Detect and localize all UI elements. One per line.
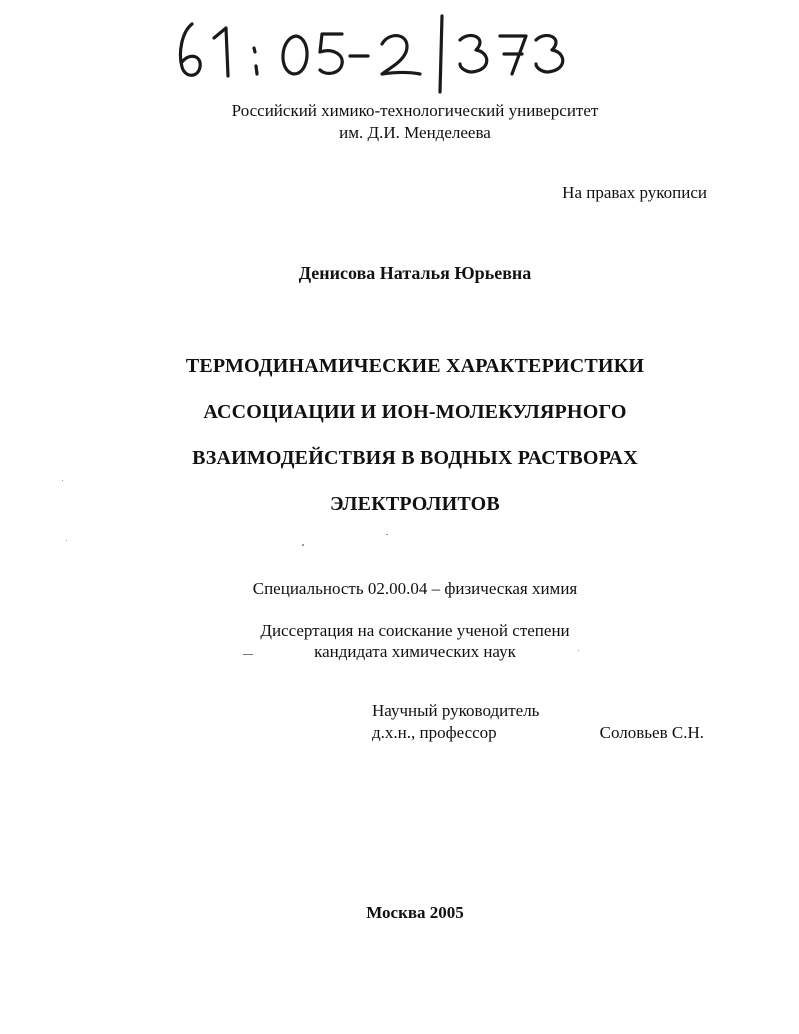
city-year: Москва 2005: [366, 903, 464, 922]
handwritten-archive-number: [170, 12, 590, 102]
supervisor-label: Научный руководитель: [372, 701, 540, 720]
title-line-4: ЭЛЕКТРОЛИТОВ: [330, 493, 500, 515]
manuscript-rights: На правах рукописи: [562, 183, 707, 202]
institution-block: [0, 100, 799, 144]
supervisor-row: [372, 722, 704, 744]
institution-name: Российский химико-технологический университет: [231, 101, 599, 120]
scan-speck: [302, 544, 304, 546]
scan-speck: [66, 540, 67, 541]
title-line-2: АССОЦИАЦИИ И ИОН-МОЛЕКУЛЯРНОГО: [203, 401, 627, 423]
dissertation-title: [0, 350, 799, 534]
degree-line-1: Диссертация на соискание ученой степени: [260, 621, 570, 640]
specialty: Специальность 02.00.04 – физическая химия: [252, 579, 578, 598]
scan-speck: [243, 654, 253, 655]
title-line-3: ВЗАИМОДЕЙСТВИЯ В ВОДНЫХ РАСТВОРАХ: [192, 447, 638, 469]
supervisor-degree: д.х.н., профессор: [372, 723, 497, 742]
degree-line-2: кандидата химических наук: [314, 642, 516, 661]
title-line-1: ТЕРМОДИНАМИЧЕСКИЕ ХАРАКТЕРИСТИКИ: [185, 355, 645, 377]
scan-speck: [386, 534, 388, 535]
degree-statement: [0, 620, 799, 662]
author-name: Денисова Наталья Юрьевна: [298, 263, 532, 283]
institution-namesake: им. Д.И. Менделеева: [339, 123, 491, 142]
scan-speck: [578, 650, 579, 651]
supervisor-block: [372, 700, 704, 744]
scan-speck: [62, 480, 63, 481]
supervisor-name: Соловьев С.Н.: [599, 723, 704, 742]
